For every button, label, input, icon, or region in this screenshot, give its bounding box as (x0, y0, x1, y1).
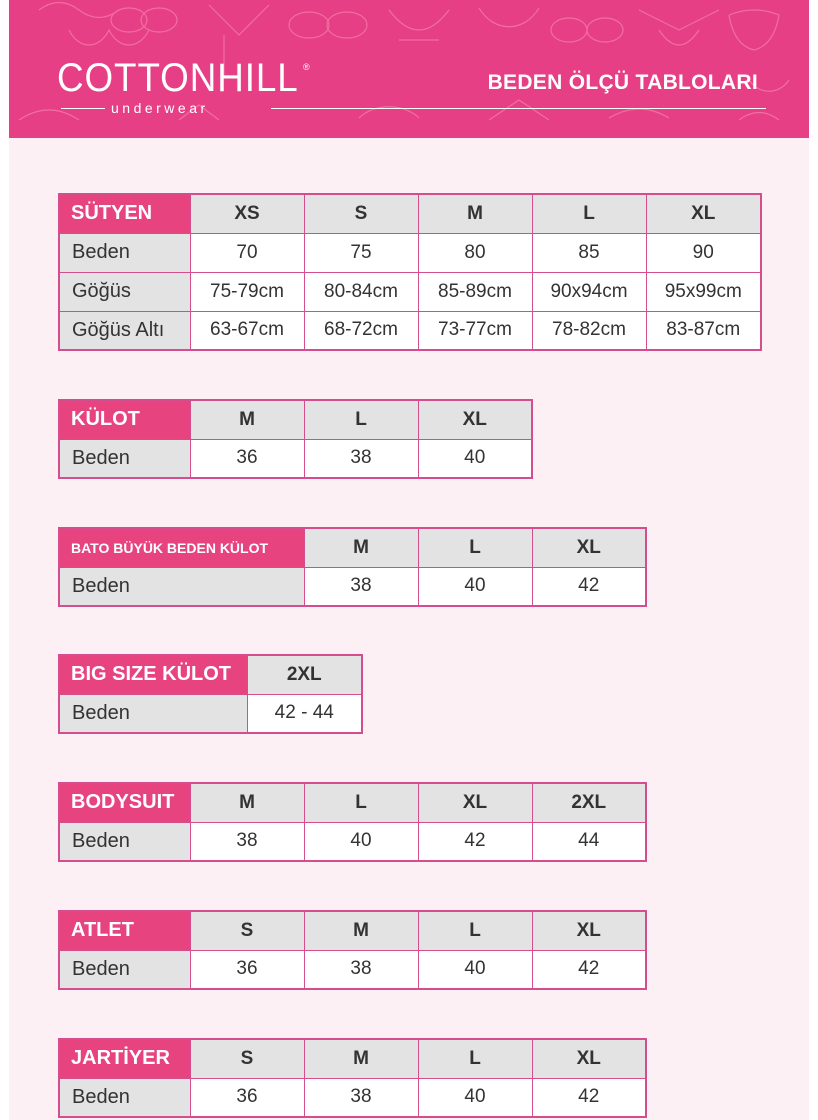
row-label: Beden (59, 439, 190, 478)
size-header: XS (190, 194, 304, 233)
size-header: XL (418, 783, 532, 822)
value-cell: 40 (418, 950, 532, 989)
table-bato-buyuk-beden-kulot (58, 527, 647, 607)
value-cell: 75 (304, 233, 418, 272)
row-label: Beden (59, 950, 190, 989)
category-label: SÜTYEN (59, 194, 190, 233)
size-chart-page (9, 0, 809, 1120)
size-header: XL (646, 194, 761, 233)
category-label: BODYSUIT (59, 783, 190, 822)
row-label: Beden (59, 822, 190, 861)
value-cell: 40 (418, 439, 532, 478)
row-label: Göğüs Altı (59, 311, 190, 350)
table-kulot (58, 399, 533, 479)
brand-logo: COTTONHILL (57, 56, 299, 100)
value-cell: 36 (190, 950, 304, 989)
value-cell: 38 (304, 950, 418, 989)
value-cell: 42 (418, 822, 532, 861)
size-header: M (190, 783, 304, 822)
category-label: BIG SIZE KÜLOT (59, 655, 247, 694)
size-header: L (418, 528, 532, 567)
value-cell: 38 (304, 439, 418, 478)
category-label: KÜLOT (59, 400, 190, 439)
size-header: M (190, 400, 304, 439)
page-title: BEDEN ÖLÇÜ TABLOLARI (487, 71, 758, 94)
category-label: BATO BÜYÜK BEDEN KÜLOT (59, 528, 304, 567)
table-atlet (58, 910, 647, 990)
value-cell: 42 (532, 567, 646, 606)
value-cell: 83-87cm (646, 311, 761, 350)
value-cell: 78-82cm (532, 311, 646, 350)
size-header: XL (532, 1039, 646, 1078)
value-cell: 85 (532, 233, 646, 272)
size-header: S (190, 911, 304, 950)
value-cell: 38 (304, 1078, 418, 1117)
value-cell: 38 (304, 567, 418, 606)
size-header: 2XL (247, 655, 362, 694)
value-cell: 42 (532, 950, 646, 989)
value-cell: 42 (532, 1078, 646, 1117)
header-banner (9, 0, 809, 138)
header-divider (271, 108, 766, 109)
table-bodysuit (58, 782, 647, 862)
category-label: ATLET (59, 911, 190, 950)
size-header: M (418, 194, 532, 233)
row-label: Beden (59, 567, 304, 606)
table-big-size-kulot (58, 654, 363, 734)
value-cell: 63-67cm (190, 311, 304, 350)
size-header: L (304, 400, 418, 439)
value-cell: 36 (190, 439, 304, 478)
value-cell: 40 (418, 567, 532, 606)
value-cell: 44 (532, 822, 646, 861)
value-cell: 90x94cm (532, 272, 646, 311)
row-label: Beden (59, 233, 190, 272)
row-label: Beden (59, 694, 247, 733)
size-header: XL (532, 528, 646, 567)
size-header: S (190, 1039, 304, 1078)
size-header: M (304, 528, 418, 567)
registered-mark: ® (303, 62, 310, 72)
value-cell: 95x99cm (646, 272, 761, 311)
table-sutyen (58, 193, 762, 351)
size-header: M (304, 911, 418, 950)
size-header: 2XL (532, 783, 646, 822)
value-cell: 68-72cm (304, 311, 418, 350)
size-header: XL (532, 911, 646, 950)
size-header: M (304, 1039, 418, 1078)
table-jartiyer (58, 1038, 647, 1118)
row-label: Göğüs (59, 272, 190, 311)
size-header: XL (418, 400, 532, 439)
value-cell: 40 (304, 822, 418, 861)
value-cell: 80-84cm (304, 272, 418, 311)
size-header: S (304, 194, 418, 233)
value-cell: 85-89cm (418, 272, 532, 311)
value-cell: 40 (418, 1078, 532, 1117)
value-cell: 80 (418, 233, 532, 272)
logo-divider (61, 108, 105, 109)
category-label: JARTİYER (59, 1039, 190, 1078)
size-header: L (304, 783, 418, 822)
brand-subtitle: underwear (111, 100, 209, 116)
value-cell: 90 (646, 233, 761, 272)
value-cell: 42 - 44 (247, 694, 362, 733)
value-cell: 36 (190, 1078, 304, 1117)
size-header: L (418, 911, 532, 950)
size-header: L (532, 194, 646, 233)
value-cell: 38 (190, 822, 304, 861)
size-header: L (418, 1039, 532, 1078)
value-cell: 70 (190, 233, 304, 272)
row-label: Beden (59, 1078, 190, 1117)
value-cell: 75-79cm (190, 272, 304, 311)
value-cell: 73-77cm (418, 311, 532, 350)
